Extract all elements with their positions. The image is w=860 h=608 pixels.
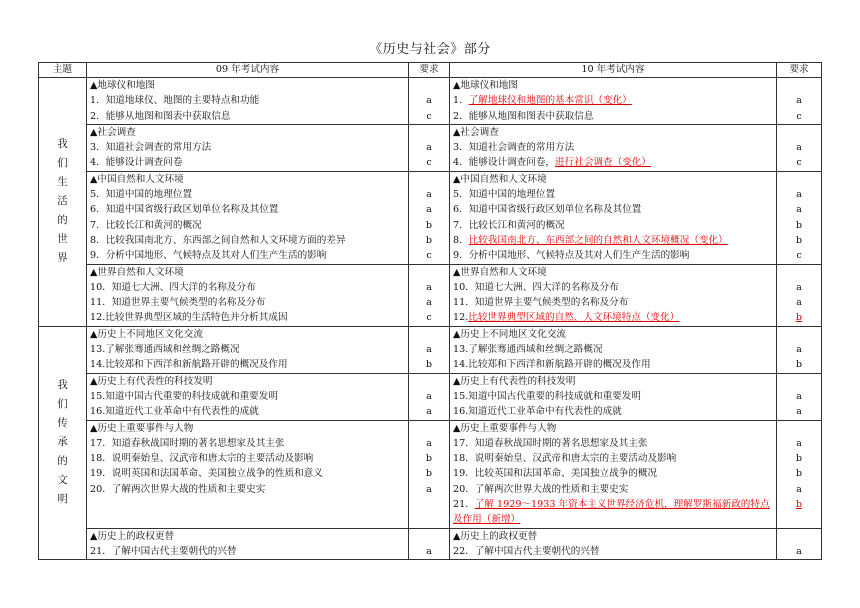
requirement-level: a	[796, 437, 802, 449]
content-10-cell	[450, 528, 777, 560]
req-10-cell	[777, 373, 822, 420]
requirement-level: a	[796, 390, 802, 402]
req-09-cell	[409, 326, 450, 373]
content-line: 12.比较世界典型区域的生活特色并分析其成因	[90, 312, 288, 324]
requirement-level: a	[796, 281, 802, 293]
requirement-level: c	[796, 157, 802, 169]
content-10-cell	[450, 171, 777, 264]
table-row	[39, 420, 822, 528]
changed-text: 了解 1929～1933 年资本主义世界经济危机，理解罗斯福新政的特点及作用（新增）	[453, 499, 770, 526]
content-line: 3．知道社会调查的常用方法	[90, 142, 212, 154]
item-prefix: 12.	[453, 312, 469, 324]
content-line: 16.知道近代工业革命中有代表性的成就	[453, 406, 622, 418]
requirement-level: b	[425, 219, 433, 231]
requirement-level: a	[426, 142, 432, 154]
table-row	[39, 326, 822, 373]
req-09-cell	[409, 373, 450, 420]
requirement-level: a	[426, 390, 432, 402]
content-line: 20．了解两次世界大战的性质和主要史实	[453, 483, 629, 495]
content-09-cell	[87, 420, 409, 528]
requirement-level: b	[795, 468, 803, 480]
content-line: ▲社会调查	[453, 126, 499, 138]
requirement-level: a	[796, 545, 802, 557]
content-10-cell	[450, 264, 777, 326]
content-10-cell	[450, 373, 777, 420]
content-line: 11．知道世界主要气候类型的名称及分布	[90, 297, 266, 309]
content-line	[453, 310, 773, 325]
content-line	[90, 512, 405, 527]
content-09-cell	[87, 326, 409, 373]
content-09-cell	[87, 373, 409, 420]
content-10-cell	[450, 420, 777, 528]
requirement-level: b	[795, 312, 803, 324]
content-line: 2．能够从地图和图表中获取信息	[453, 110, 594, 122]
topic-cell	[39, 78, 87, 327]
item-prefix: 8．	[453, 234, 469, 246]
content-line: 14.比较郑和下西洋和新航路开辟的概况及作用	[453, 359, 651, 371]
content-line	[453, 155, 773, 170]
requirement-level	[777, 265, 821, 280]
content-09-cell	[87, 78, 409, 125]
header-content-10: 10 年考试内容	[450, 63, 777, 78]
content-line: 16.知道近代工业革命中有代表性的成就	[90, 406, 259, 418]
table-row	[39, 171, 822, 264]
content-line	[453, 93, 773, 108]
requirement-level: c	[796, 250, 802, 262]
table-body	[39, 78, 822, 560]
requirement-level: a	[426, 344, 432, 356]
content-line: 17．知道春秋战国时期的著名思想家及其主张	[90, 437, 285, 449]
req-10-cell	[777, 264, 822, 326]
content-09-cell	[87, 124, 409, 171]
content-line: ▲社会调查	[90, 126, 136, 138]
req-09-cell	[409, 171, 450, 264]
req-10-cell	[777, 171, 822, 264]
req-10-cell	[777, 78, 822, 125]
req-10-cell	[777, 124, 822, 171]
content-line: 20．了解两次世界大战的性质和主要史实	[90, 483, 266, 495]
requirement-level: a	[796, 142, 802, 154]
requirement-level	[409, 529, 449, 544]
topic-vertical-text: 我们传承的文明	[57, 379, 68, 506]
content-line: 5．知道中国的地理位置	[90, 189, 193, 201]
req-09-cell	[409, 78, 450, 125]
content-line: 1．知道地球仪、地图的主要特点和功能	[90, 95, 260, 107]
content-line: 15.知道中国古代重要的科技成就和重要发明	[90, 390, 278, 402]
page-title: 《历史与社会》部分	[369, 42, 491, 57]
requirement-level: b	[425, 468, 433, 480]
content-line: 6．知道中国省级行政区划单位名称及其位置	[453, 204, 642, 216]
requirement-level	[409, 374, 449, 389]
requirement-level: a	[426, 437, 432, 449]
content-line: 21．了解中国古代主要朝代的兴替	[90, 545, 237, 557]
requirement-level: b	[795, 499, 803, 511]
requirement-level: c	[426, 250, 432, 262]
content-line: 6．知道中国省级行政区划单位名称及其位置	[90, 204, 279, 216]
topic-cell	[39, 326, 87, 559]
requirement-level: a	[426, 483, 432, 495]
content-line: ▲地球仪和地图	[90, 80, 155, 91]
requirement-level: b	[795, 219, 803, 231]
content-line: ▲历史上不同地区文化交流	[90, 328, 203, 340]
requirement-level	[409, 265, 449, 280]
header-req-09: 要求	[409, 63, 450, 78]
content-line: 2．能够从地图和图表中获取信息	[90, 110, 231, 122]
requirement-level: a	[796, 344, 802, 356]
content-line: 11．知道世界主要气候类型的名称及分布	[453, 297, 629, 309]
requirement-level: a	[426, 297, 432, 309]
req-10-cell	[777, 528, 822, 560]
table-row	[39, 264, 822, 326]
requirement-level: a	[796, 204, 802, 216]
content-10-cell	[450, 326, 777, 373]
header-topic: 主题	[39, 63, 87, 78]
content-line: 3．知道社会调查的常用方法	[453, 142, 575, 154]
req-10-cell	[777, 420, 822, 528]
header-row	[39, 63, 822, 78]
changed-text: 比较世界典型区域的自然、人文环境特点（变化）	[468, 312, 680, 324]
content-line: 7．比较长江和黄河的概况	[90, 219, 202, 231]
requirement-level	[409, 512, 449, 527]
requirement-level	[409, 125, 449, 140]
requirement-level: a	[426, 281, 432, 293]
content-line: 9．分析中国地形、气候特点及其对人们生产生活的影响	[90, 250, 327, 262]
content-line: ▲历史上的政权更替	[90, 530, 175, 542]
item-prefix: 1．	[453, 95, 469, 107]
content-10-cell	[450, 78, 777, 125]
requirement-level: a	[426, 545, 432, 557]
requirement-level	[777, 529, 821, 544]
content-line: ▲世界自然和人文环境	[90, 266, 184, 278]
content-line: ▲历史上有代表性的科技发明	[453, 375, 576, 387]
content-line: 19．说明英国和法国革命、美国独立战争的性质和意义	[90, 468, 323, 480]
content-line: 13.了解张骞通西域和丝绸之路概况	[90, 344, 240, 356]
requirement-level: a	[796, 189, 802, 201]
requirement-level: a	[426, 204, 432, 216]
changed-text: 进行社会调查（变化）	[555, 157, 651, 169]
content-line	[453, 233, 773, 248]
table-row	[39, 528, 822, 560]
content-line: ▲中国自然和人文环境	[90, 173, 184, 185]
item-prefix: 4．能够设计调查问卷，	[453, 157, 556, 169]
content-09-cell	[87, 528, 409, 560]
req-09-cell	[409, 264, 450, 326]
requirement-level: c	[796, 110, 802, 122]
changed-text: 了解地球仪和地图的基本常识（变化）	[468, 95, 632, 107]
requirement-level: c	[426, 110, 432, 122]
content-line: ▲历史上的政权更替	[453, 530, 538, 542]
requirement-level: b	[795, 453, 803, 465]
table-row	[39, 78, 822, 125]
content-line: ▲地球仪和地图	[453, 80, 518, 91]
requirement-level: a	[796, 483, 802, 495]
changed-text: 比较我国南北方、东西部之间的自然和人文环境概况（变化）	[468, 234, 728, 246]
content-line	[453, 497, 773, 528]
requirement-level: a	[426, 406, 432, 418]
curriculum-comparison-table	[38, 62, 822, 560]
requirement-level	[777, 125, 821, 140]
requirement-level: a	[426, 189, 432, 201]
requirement-level	[409, 497, 449, 512]
requirement-level	[777, 172, 821, 187]
content-line: ▲中国自然和人文环境	[453, 173, 547, 185]
content-line: 18．说明秦始皇、汉武帝和唐太宗的主要活动及影响	[453, 453, 677, 465]
content-line: 4．能够设计调查问卷	[90, 157, 183, 169]
requirement-level	[409, 172, 449, 187]
requirement-level: b	[425, 234, 433, 246]
requirement-level: a	[796, 406, 802, 418]
content-line: 22．了解中国古代主要朝代的兴替	[453, 545, 600, 557]
content-line: 18．说明秦始皇、汉武帝和唐太宗的主要活动及影响	[90, 453, 314, 465]
req-09-cell	[409, 528, 450, 560]
header-content-09: 09 年考试内容	[87, 63, 409, 78]
req-09-cell	[409, 124, 450, 171]
content-line: 10．知道七大洲、四大洋的名称及分布	[453, 281, 619, 293]
requirement-level	[409, 421, 449, 436]
content-line	[90, 497, 405, 512]
content-line: 10．知道七大洲、四大洋的名称及分布	[90, 281, 256, 293]
table-row	[39, 124, 822, 171]
requirement-level	[777, 374, 821, 389]
table-row	[39, 373, 822, 420]
header-req-10: 要求	[777, 63, 822, 78]
content-line: 13.了解张骞通西域和丝绸之路概况	[453, 344, 603, 356]
requirement-level	[409, 327, 449, 342]
content-line: ▲历史上重要事件与人物	[453, 422, 557, 434]
content-line: 17．知道春秋战国时期的著名思想家及其主张	[453, 437, 648, 449]
content-09-cell	[87, 264, 409, 326]
content-10-cell	[450, 124, 777, 171]
requirement-level	[777, 78, 821, 93]
content-line: 19．比较英国和法国革命、美国独立战争的概况	[453, 468, 658, 480]
requirement-level: b	[795, 234, 803, 246]
requirement-level: b	[425, 453, 433, 465]
topic-vertical-text: 我们生活的世界	[57, 138, 68, 265]
content-line: 14.比较郑和下西洋和新航路开辟的概况及作用	[90, 359, 288, 371]
content-line: 15.知道中国古代重要的科技成就和重要发明	[453, 390, 641, 402]
requirement-level	[409, 78, 449, 93]
content-09-cell	[87, 171, 409, 264]
content-line: 7．比较长江和黄河的概况	[453, 219, 565, 231]
content-line: ▲历史上不同地区文化交流	[453, 328, 566, 340]
requirement-level	[777, 327, 821, 342]
requirement-level: c	[426, 312, 432, 324]
requirement-level	[777, 421, 821, 436]
requirement-level: b	[795, 359, 803, 371]
content-line: 9．分析中国地形、气候特点及其对人们生产生活的影响	[453, 250, 690, 262]
requirement-level: b	[425, 359, 433, 371]
content-line: ▲世界自然和人文环境	[453, 266, 547, 278]
req-09-cell	[409, 420, 450, 528]
requirement-level: c	[426, 157, 432, 169]
item-prefix: 21．	[453, 499, 475, 511]
content-line: ▲历史上重要事件与人物	[90, 422, 194, 434]
content-line: 5．知道中国的地理位置	[453, 189, 556, 201]
requirement-level: a	[426, 95, 432, 107]
req-10-cell	[777, 326, 822, 373]
content-line: 8．比较我国南北方、东西部之间自然和人文环境方面的差异	[90, 234, 346, 246]
content-line: ▲历史上有代表性的科技发明	[90, 375, 213, 387]
requirement-level: a	[796, 297, 802, 309]
requirement-level: a	[796, 95, 802, 107]
